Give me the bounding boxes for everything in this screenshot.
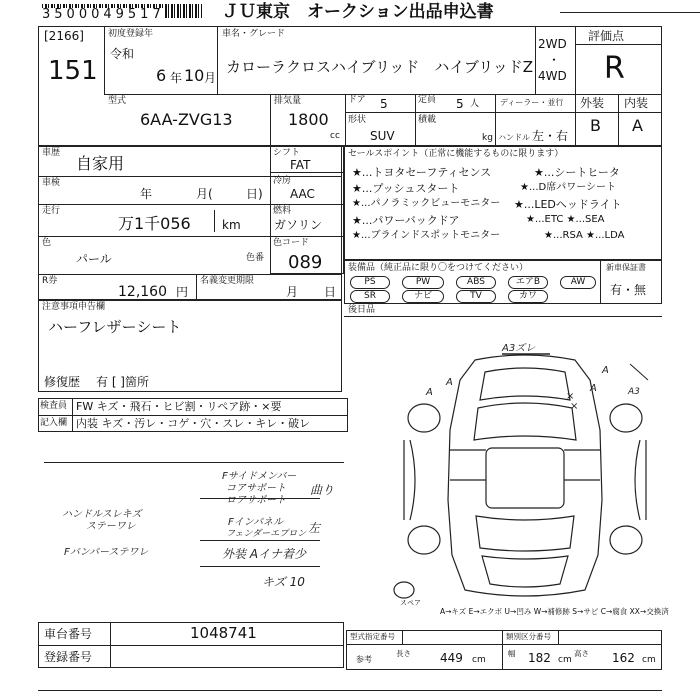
inspection-row2: 内装 キズ・汚レ・コゲ・穴・スレ・キレ・破レ <box>76 417 311 430</box>
diagram-mark-4: A <box>590 383 597 394</box>
inspection-row1-label: 検査員 <box>40 401 68 411</box>
hw-note-9: フェンダーエプロン <box>226 529 307 539</box>
sales-point-left-4: ★...パワーバックドア <box>352 214 460 227</box>
car-name-label: 車名・グレード <box>222 29 286 39</box>
diagram-mark-8: A3 <box>628 387 640 397</box>
handle-value: 左・右 <box>532 129 569 143</box>
color-code-value: 089 <box>288 252 323 273</box>
diagram-mark-2: A <box>426 387 433 398</box>
usage-value: 自家用 <box>76 154 125 173</box>
grade-label: 評価点 <box>588 29 625 43</box>
shift-value: FAT <box>290 158 311 172</box>
hw-note-5: コアサポート <box>226 483 286 494</box>
displacement-value: 1800 <box>288 110 329 129</box>
first-reg-year: 6 <box>156 66 167 85</box>
inspection-day: 日) <box>246 187 263 201</box>
diagram-mark-6: × <box>566 391 575 402</box>
diagram-spare: スペア <box>400 599 421 607</box>
later-items-label: 後日品 <box>348 305 376 315</box>
fuel-value: ガソリン <box>274 218 323 232</box>
doors-value: 5 <box>380 97 388 111</box>
exterior-label: 外装 <box>580 96 605 110</box>
chassis-label: 車台番号 <box>44 627 93 641</box>
displacement-unit: cc <box>330 131 340 141</box>
displacement-label: 排気量 <box>274 96 302 106</box>
drive-2wd: 2WD <box>538 37 567 51</box>
equip-sr: SR <box>350 290 390 303</box>
usage-label: 車歴 <box>42 148 61 158</box>
name-change-label: 名義変更期限 <box>200 276 255 286</box>
ac-label: 冷房 <box>273 176 292 186</box>
capacity-value: 5 <box>456 97 464 111</box>
equip-pw: PW <box>402 276 444 289</box>
sales-points-label: セールスポイント（正常に機能するものに限ります） <box>348 149 564 159</box>
equip-leather: カワ <box>508 290 548 303</box>
equip-navi: ナビ <box>402 290 444 303</box>
first-reg-month-unit: 月 <box>204 71 217 85</box>
first-reg-era: 令和 <box>110 47 135 61</box>
inspection-row2-label: 記入欄 <box>40 418 68 428</box>
new-record-label: 新車保証書 <box>606 263 646 272</box>
sales-point-right-3: ★...LEDヘッドライト <box>514 198 622 211</box>
fuel-label: 燃料 <box>273 206 292 216</box>
notes-label: 注意事項申告欄 <box>42 302 106 312</box>
name-change-day: 日 <box>324 285 337 299</box>
registration-label: 登録番号 <box>44 650 93 664</box>
dim-width-unit: cm <box>558 655 572 665</box>
sales-point-right-5: ★...RSA ★...LDA <box>544 230 625 241</box>
first-reg-month: 10 <box>184 66 205 85</box>
dim-ref: 参考 <box>356 655 372 664</box>
color-value: パール <box>76 252 112 266</box>
body-type-label: 形状 <box>348 115 367 125</box>
sales-point-left-5: ★...ブラインドスポットモニター <box>352 230 501 241</box>
color-code-label-2: 色コード <box>273 238 310 248</box>
mileage-label: 走行 <box>42 206 61 216</box>
inspection-month: 月( <box>196 187 213 201</box>
body-type-value: SUV <box>370 129 395 143</box>
diagram-mark-5: A <box>602 365 609 376</box>
model-label: 型式 <box>108 96 127 106</box>
mileage-value: 万1千056 <box>118 214 191 233</box>
dim-height: 162 <box>612 651 635 665</box>
equip-tv: TV <box>456 290 496 303</box>
sales-point-right-2: ★...D席パワーシート <box>520 182 617 193</box>
equipment-label: 装備品（純正品に限り〇をつけてください） <box>348 263 529 273</box>
notes-value: ハーフレザーシート <box>48 318 182 336</box>
equip-airbag: エアB <box>508 276 548 289</box>
dim-length-label: 長さ <box>396 649 411 658</box>
drive-sep: ・ <box>548 53 561 67</box>
capacity-label: 定員 <box>418 95 437 105</box>
first-reg-year-unit: 年 <box>170 71 183 85</box>
hw-note-2: ステーワレ <box>86 521 136 532</box>
name-change-month: 月 <box>286 285 299 299</box>
color-code-label: 色番 <box>246 253 265 263</box>
notes-block <box>38 300 342 392</box>
lot-number: 151 <box>48 56 98 86</box>
dim-height-unit: cm <box>642 655 656 665</box>
ac-value: AAC <box>290 187 315 201</box>
equip-aw: AW <box>560 276 596 289</box>
exterior-value: B <box>590 116 601 135</box>
diagram-legend: A→キズ E→エクボ U→凹み W→補修跡 S→サビ C→腐食 XX→交換済 <box>440 607 669 616</box>
sales-point-right-1: ★...シートヒータ <box>534 166 620 179</box>
drive-4wd: 4WD <box>538 69 567 83</box>
first-reg-label: 初度登録年 <box>108 29 154 39</box>
interior-label: 内装 <box>624 96 649 110</box>
color-label: 色 <box>42 238 52 248</box>
hw-note-1: ハンドルスレキズ <box>62 509 142 520</box>
load-label: 積載 <box>418 115 437 125</box>
dim-length: 449 <box>440 651 463 665</box>
load-unit: kg <box>482 133 493 143</box>
lot-code: [2166] <box>44 29 84 43</box>
equip-abs: ABS <box>456 276 496 289</box>
sales-point-left-1: ★...トヨタセーフティセンス <box>352 166 492 179</box>
hw-note-8: Fインパネル <box>228 517 284 528</box>
model-value: 6AA-ZVG13 <box>140 110 233 129</box>
interior-value: A <box>632 116 643 135</box>
top-block <box>38 26 662 146</box>
sales-point-left-3: ★...パノラミックビューモニター <box>352 198 501 209</box>
hw-note-10: 左 <box>308 521 321 535</box>
chassis-value: 1048741 <box>190 624 257 642</box>
dim-label-a: 型式指定番号 <box>350 632 395 641</box>
handle-label: ハンドル <box>498 133 530 142</box>
shift-label: シフト <box>273 148 301 158</box>
recycle-label: R券 <box>42 276 58 286</box>
recycle-unit: 円 <box>176 285 189 299</box>
doors-label: ドア <box>348 95 366 105</box>
repair-label: 修復歴 <box>44 375 81 389</box>
car-name-value: カローラクロスハイブリッド ハイブリッドZ <box>226 58 533 76</box>
hw-note-7: 曲り <box>310 483 335 497</box>
hw-note-3: Fバンパーステワレ <box>64 547 149 558</box>
sales-point-right-4: ★...ETC ★...SEA <box>526 214 605 225</box>
car-damage-diagram <box>390 340 660 610</box>
hw-note-12: キズ 10 <box>262 575 305 589</box>
dim-label-b: 類別区分番号 <box>506 632 551 641</box>
inspection-year: 年 <box>140 187 153 201</box>
diagram-mark-3: A <box>446 377 453 388</box>
dim-length-unit: cm <box>472 655 486 665</box>
capacity-unit: 人 <box>470 99 480 109</box>
form-title: ＪＵ東京 オークション出品申込書 <box>222 2 494 22</box>
hw-note-11: 外装 Aイナ着少 <box>222 547 307 561</box>
grade-value: R <box>604 51 625 86</box>
diagram-mark-1: A3ズレ <box>502 343 536 354</box>
barcode-number: 3500049517 <box>42 7 165 22</box>
new-record-value: 有・無 <box>610 283 647 297</box>
mileage-unit: km <box>222 218 241 232</box>
dim-height-label: 高さ <box>574 649 589 658</box>
dealer-label: ディーラー・並行 <box>500 98 564 107</box>
dim-width: 182 <box>528 651 551 665</box>
equip-ps: PS <box>350 276 390 289</box>
hw-note-6: ロアサポート <box>226 495 286 506</box>
recycle-value: 12,160 <box>118 284 167 300</box>
diagram-mark-7: × <box>570 401 579 412</box>
repair-value: 有 [ ]箇所 <box>96 375 149 389</box>
sales-point-left-2: ★...プッシュスタート <box>352 182 460 195</box>
inspection-row1: FW キズ・飛石・ヒビ割・リペア跡・×要 <box>76 400 282 413</box>
hw-note-4: Fサイドメンバー <box>222 471 297 482</box>
dim-width-label: 幅 <box>508 649 516 658</box>
inspection-label: 車検 <box>42 178 61 188</box>
